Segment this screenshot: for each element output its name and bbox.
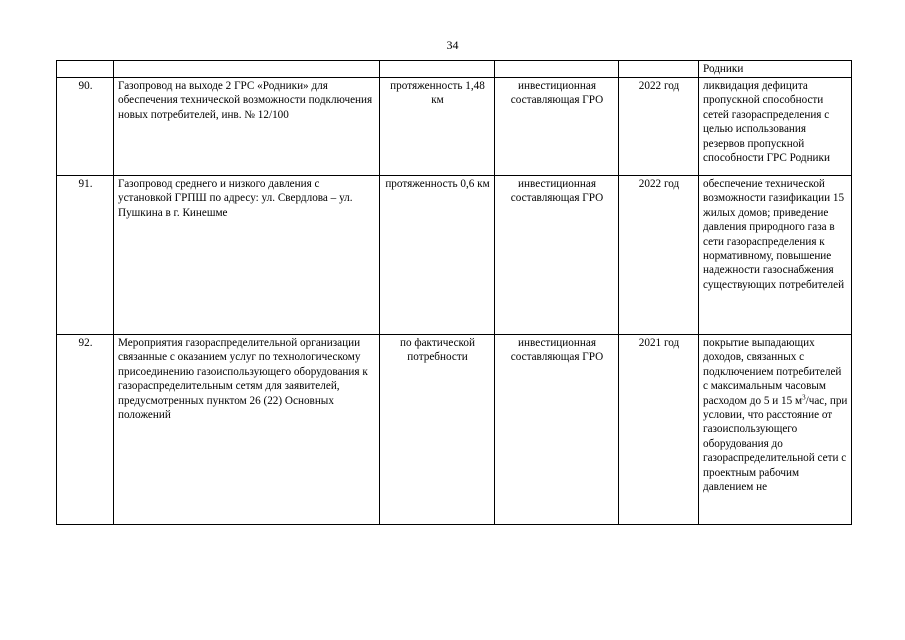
cell-goal: Родники xyxy=(699,61,852,78)
cell-number xyxy=(57,61,114,78)
cell-source: инвестиционная составляющая ГРО xyxy=(495,78,619,176)
cell-source: инвестиционная составляющая ГРО xyxy=(495,335,619,525)
cell-goal: ликвидация дефицита пропускной способности сетей газораспределения с целью использования резервов пропускной способности ГРС Родники xyxy=(699,78,852,176)
cell-number: 90. xyxy=(57,78,114,176)
cell-year xyxy=(619,61,699,78)
investment-table xyxy=(56,60,852,525)
cell-year: 2022 год xyxy=(619,78,699,176)
goal-text-part-1: покрытие выпадающих доходов, связанных с подключением потребителей с максимальным часовым расходом до 5 и 15 м xyxy=(703,337,842,407)
cell-name: Газопровод на выходе 2 ГРС «Родники» для обеспечения технической возможности подключения новых потребителей, инв. № 12/100 xyxy=(114,78,380,176)
goal-text-part-2: /час, при условии, что расстояние от газоиспользующего оборудования до газораспределительной сети с проектным рабочим давлением не xyxy=(703,394,848,494)
cell-name xyxy=(114,61,380,78)
table-row xyxy=(57,176,852,335)
cell-source: инвестиционная составляющая ГРО xyxy=(495,176,619,335)
cell-indicator xyxy=(380,61,495,78)
cell-number: 92. xyxy=(57,335,114,525)
table-row xyxy=(57,78,852,176)
cell-year: 2022 год xyxy=(619,176,699,335)
cell-name: Газопровод среднего и низкого давления с установкой ГРПШ по адресу: ул. Свердлова – ул. Пушкина в г. Кинешме xyxy=(114,176,380,335)
cell-indicator: протяженность 0,6 км xyxy=(380,176,495,335)
table-row xyxy=(57,335,852,525)
cell-year: 2021 год xyxy=(619,335,699,525)
cell-goal xyxy=(699,335,852,525)
superscript-3: 3 xyxy=(802,392,806,401)
cell-number: 91. xyxy=(57,176,114,335)
table-row-continuation xyxy=(57,61,852,78)
cell-goal: обеспечение технической возможности газификации 15 жилых домов; приведение давления природного газа в сети газораспределения к нормативному, повышение надежности газоснабжения существующих потребителей xyxy=(699,176,852,335)
cell-indicator: протяженность 1,48 км xyxy=(380,78,495,176)
page-number: 34 xyxy=(446,38,459,52)
cell-indicator: по фактической потребности xyxy=(380,335,495,525)
cell-source xyxy=(495,61,619,78)
cell-name: Мероприятия газораспределительной организации связанные с оказанием услуг по технологическому присоединению газоиспользующего оборудования к газораспределительным сетям для заявителей, предусмотренных пунктом 26 (22) Основных положений xyxy=(114,335,380,525)
